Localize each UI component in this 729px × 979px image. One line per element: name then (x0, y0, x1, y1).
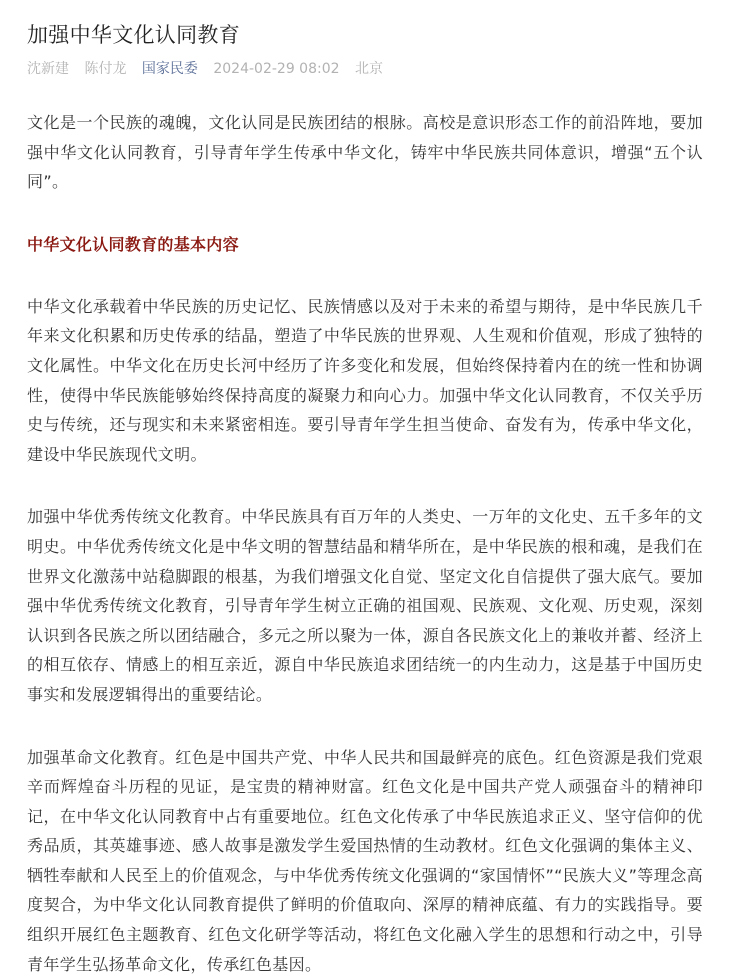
article-title: 加强中华文化认同教育 (27, 0, 703, 50)
author-name: 陈付龙 (84, 61, 126, 77)
author-name: 沈新建 (27, 61, 69, 77)
body-paragraph: 加强革命文化教育。红色是中国共产党、中华人民共和国最鲜亮的底色。红色资源是我们党艰辛而辉煌奋斗历程的见证，是宝贵的精神财富。红色文化是中国共产党人顽强奋斗的精神印记，在中华文化认同教育中占有重要地位。红色文化传承了中华民族追求正义、坚守信仰的优秀品质，其英雄事迹、感人故事是激发学生爱国热情的生动教材。红色文化强调的集体主义、牺牲奉献和人民至上的价值观念，与中华优秀传统文化强调的“家国情怀”“民族大义”等理念高度契合，为中华文化认同教育提供了鲜明的价值取向、深厚的精神底蕴、有力的实践指导。要组织开展红色主题教育、红色文化研学等活动，将红色文化融入学生的思想和行动之中，引导青年学生弘扬革命文化，传承红色基因。 (27, 743, 703, 979)
source-account-link[interactable]: 国家民委 (142, 61, 198, 77)
publish-location: 北京 (355, 61, 383, 77)
publish-datetime: 2024-02-29 08:02 (213, 61, 339, 77)
article-body (27, 108, 703, 979)
body-paragraph: 中华文化承载着中华民族的历史记忆、民族情感以及对于未来的希望与期待，是中华民族几千年来文化积累和历史传承的结晶，塑造了中华民族的世界观、人生观和价值观，形成了独特的文化属性。中华文化在历史长河中经历了许多变化和发展，但始终保持着内在的统一性和协调性，使得中华民族能够始终保持高度的凝聚力和向心力。加强中华文化认同教育，不仅关乎历史与传统，还与现实和未来紧密相连。要引导青年学生担当使命、奋发有为，传承中华文化，建设中华民族现代文明。 (27, 292, 703, 470)
intro-paragraph: 文化是一个民族的魂魄，文化认同是民族团结的根脉。高校是意识形态工作的前沿阵地，要加强中华文化认同教育，引导青年学生传承中华文化，铸牢中华民族共同体意识，增强“五个认同”。 (27, 108, 703, 197)
article-meta (27, 59, 703, 79)
section-heading: 中华文化认同教育的基本内容 (27, 230, 703, 259)
body-paragraph: 加强中华优秀传统文化教育。中华民族具有百万年的人类史、一万年的文化史、五千多年的文明史。中华优秀传统文化是中华文明的智慧结晶和精华所在，是中华民族的根和魂，是我们在世界文化激荡中站稳脚跟的根基，为我们增强文化自觉、坚定文化自信提供了强大底气。要加强中华优秀传统文化教育，引导青年学生树立正确的祖国观、民族观、文化观、历史观，深刻认识到各民族之所以团结融合，多元之所以聚为一体，源自各民族文化上的兼收并蓄、经济上的相互依存、情感上的相互亲近，源自中华民族追求团结统一的内生动力，这是基于中国历史事实和发展逻辑得出的重要结论。 (27, 502, 703, 709)
